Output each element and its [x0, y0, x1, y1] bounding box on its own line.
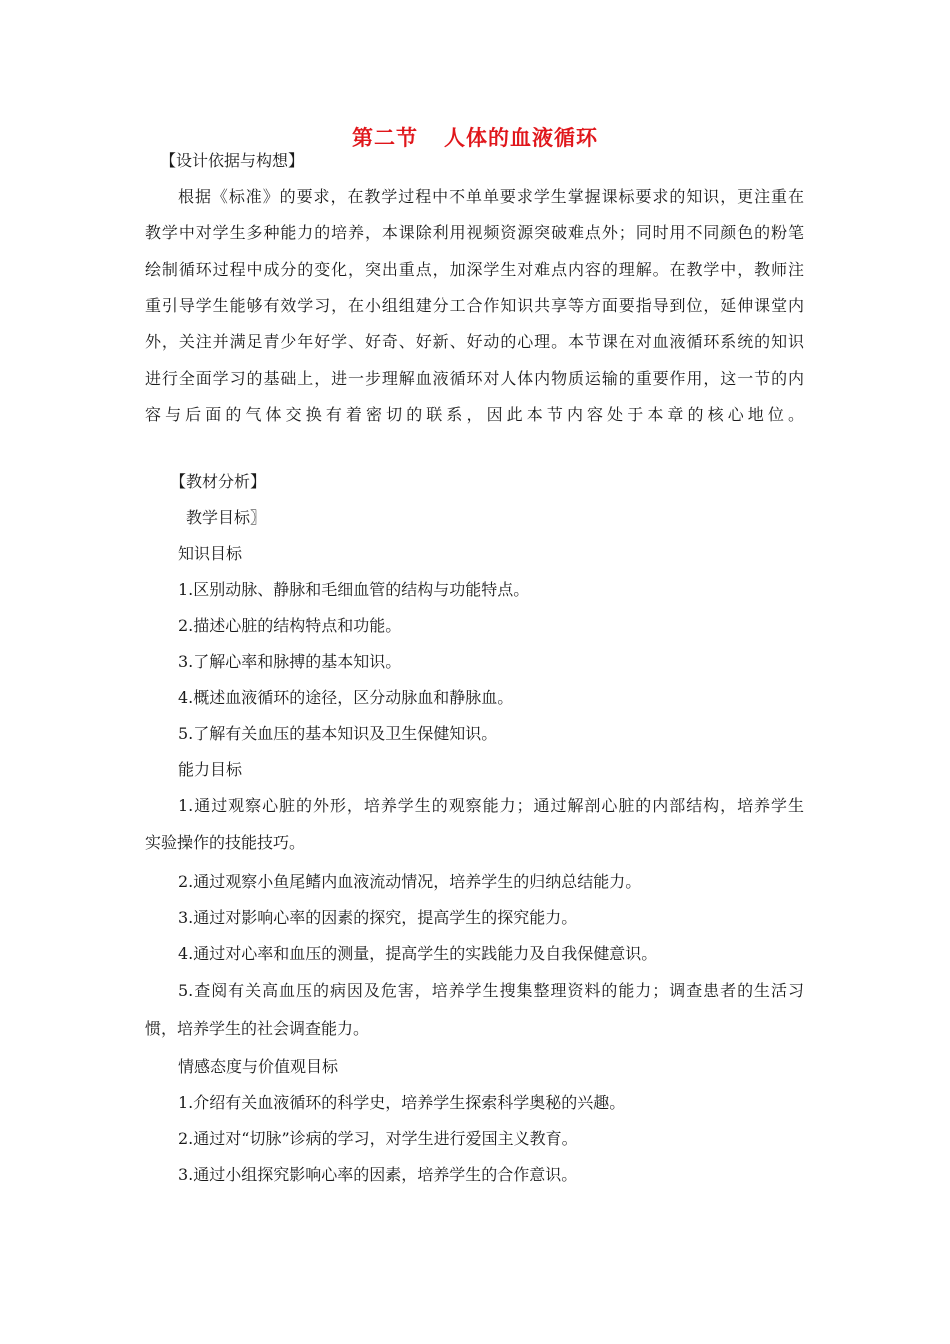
title-section: 第二节 — [352, 125, 418, 150]
design-paragraph-line: 容与后面的气体交换有着密切的联系，因此本节内容处于本章的核心地位。 — [145, 405, 804, 424]
design-paragraph-line: 外，关注并满足青少年好学、好奇、好新、好动的心理。本节课在对血液循环系统的知识 — [145, 332, 804, 351]
ability-line: 实验操作的技能技巧。 — [145, 833, 306, 852]
list-item: 3.通过小组探究影响心率的因素，培养学生的合作意识。 — [178, 1165, 578, 1184]
ability-line: 2.通过观察小鱼尾鳍内血液流动情况，培养学生的归纳总结能力。 — [178, 872, 642, 891]
list-item: 3.了解心率和脉搏的基本知识。 — [178, 652, 402, 671]
ability-line: 3.通过对影响心率的因素的探究，提高学生的探究能力。 — [178, 908, 578, 927]
goals-heading: 教学目标〗 — [186, 508, 267, 527]
ability-line: 惯，培养学生的社会调查能力。 — [145, 1019, 370, 1038]
list-item: 1.区别动脉、静脉和毛细血管的结构与功能特点。 — [178, 580, 530, 599]
list-item: 4.概述血液循环的途径，区分动脉血和静脉血。 — [178, 688, 514, 707]
knowledge-heading: 知识目标 — [178, 544, 243, 563]
ability-line: 1.通过观察心脏的外形，培养学生的观察能力；通过解剖心脏的内部结构，培养学生 — [178, 796, 804, 815]
emotion-heading: 情感态度与价值观目标 — [178, 1057, 339, 1076]
design-paragraph-line: 重引导学生能够有效学习，在小组组建分工合作知识共享等方面要指导到位，延伸课堂内 — [145, 296, 804, 315]
design-paragraph-line: 绘制循环过程中成分的变化，突出重点，加深学生对难点内容的理解。在教学中，教师注 — [145, 260, 804, 279]
design-heading: 【设计依据与构想】 — [160, 151, 305, 170]
ability-heading: 能力目标 — [178, 760, 243, 779]
analysis-heading: 【教材分析】 — [170, 472, 267, 491]
list-item: 2.描述心脏的结构特点和功能。 — [178, 616, 402, 635]
ability-line: 5.查阅有关高血压的病因及危害，培养学生搜集整理资料的能力；调查患者的生活习 — [178, 981, 804, 1000]
title-topic: 人体的血液循环 — [444, 125, 598, 150]
list-item: 1.介绍有关血液循环的科学史，培养学生探索科学奥秘的兴趣。 — [178, 1093, 626, 1112]
design-paragraph-line: 教学中对学生多种能力的培养，本课除利用视频资源突破难点外；同时用不同颜色的粉笔 — [145, 223, 804, 242]
list-item: 2.通过对“切脉”诊病的学习，对学生进行爱国主义教育。 — [178, 1129, 578, 1148]
design-paragraph-line: 进行全面学习的基础上，进一步理解血液循环对人体内物质运输的重要作用，这一节的内 — [145, 369, 804, 388]
page-title — [0, 122, 950, 152]
ability-line: 4.通过对心率和血压的测量，提高学生的实践能力及自我保健意识。 — [178, 944, 658, 963]
list-item: 5.了解有关血压的基本知识及卫生保健知识。 — [178, 724, 498, 743]
design-paragraph-line: 根据《标准》的要求，在教学过程中不单单要求学生掌握课标要求的知识，更注重在 — [178, 187, 804, 206]
